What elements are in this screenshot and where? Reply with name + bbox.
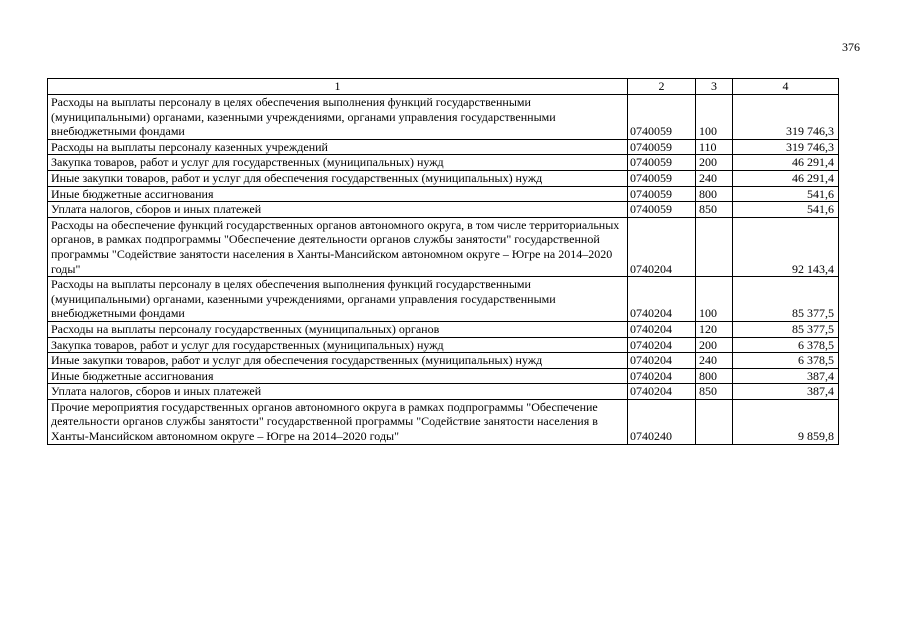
row-code: 0740059 — [628, 139, 696, 155]
row-sum: 85 377,5 — [733, 277, 839, 322]
row-name: Расходы на выплаты персоналу государственных (муниципальных) органов — [48, 321, 628, 337]
row-sum: 541,6 — [733, 202, 839, 218]
row-name: Закупка товаров, работ и услуг для государственных (муниципальных) нужд — [48, 155, 628, 171]
row-name: Иные бюджетные ассигнования — [48, 186, 628, 202]
row-sum: 9 859,8 — [733, 399, 839, 444]
header-col-1: 1 — [48, 79, 628, 95]
table-row — [48, 95, 839, 140]
row-type — [696, 399, 733, 444]
row-sum: 6 378,5 — [733, 353, 839, 369]
table-row — [48, 155, 839, 171]
row-sum: 387,4 — [733, 384, 839, 400]
row-code: 0740204 — [628, 384, 696, 400]
row-name: Расходы на выплаты персоналу казенных учреждений — [48, 139, 628, 155]
row-type: 240 — [696, 353, 733, 369]
row-name: Расходы на выплаты персоналу в целях обеспечения выполнения функций государственными (муниципальными) органами, казенными учреждениями, органами управления государственными внебюджетными фондами — [48, 95, 628, 140]
row-code: 0740204 — [628, 337, 696, 353]
row-sum: 46 291,4 — [733, 155, 839, 171]
row-code: 0740204 — [628, 217, 696, 276]
header-col-2: 2 — [628, 79, 696, 95]
row-sum: 387,4 — [733, 368, 839, 384]
row-name: Иные закупки товаров, работ и услуг для обеспечения государственных (муниципальных) нужд — [48, 170, 628, 186]
row-name: Уплата налогов, сборов и иных платежей — [48, 384, 628, 400]
table-row — [48, 202, 839, 218]
row-code: 0740059 — [628, 186, 696, 202]
table-row — [48, 217, 839, 276]
row-code: 0740204 — [628, 368, 696, 384]
row-name: Иные закупки товаров, работ и услуг для обеспечения государственных (муниципальных) нужд — [48, 353, 628, 369]
table-row — [48, 277, 839, 322]
table-row — [48, 399, 839, 444]
header-row — [48, 79, 839, 95]
row-type — [696, 217, 733, 276]
table-row — [48, 384, 839, 400]
row-name: Иные бюджетные ассигнования — [48, 368, 628, 384]
row-sum: 319 746,3 — [733, 95, 839, 140]
row-code: 0740204 — [628, 321, 696, 337]
table-row — [48, 337, 839, 353]
page-number: 376 — [842, 40, 860, 54]
row-code: 0740059 — [628, 95, 696, 140]
row-sum: 92 143,4 — [733, 217, 839, 276]
row-code: 0740059 — [628, 202, 696, 218]
header-col-4: 4 — [733, 79, 839, 95]
header-col-3: 3 — [696, 79, 733, 95]
table-row — [48, 321, 839, 337]
row-code: 0740204 — [628, 277, 696, 322]
row-type: 110 — [696, 139, 733, 155]
row-code: 0740204 — [628, 353, 696, 369]
row-name: Уплата налогов, сборов и иных платежей — [48, 202, 628, 218]
row-sum: 46 291,4 — [733, 170, 839, 186]
row-name: Расходы на выплаты персоналу в целях обеспечения выполнения функций государственными (муниципальными) органами, казенными учреждениями, органами управления государственными внебюджетными фондами — [48, 277, 628, 322]
row-name: Закупка товаров, работ и услуг для государственных (муниципальных) нужд — [48, 337, 628, 353]
row-type: 240 — [696, 170, 733, 186]
row-type: 100 — [696, 277, 733, 322]
row-sum: 541,6 — [733, 186, 839, 202]
row-code: 0740059 — [628, 155, 696, 171]
budget-table — [47, 78, 839, 445]
row-name: Прочие мероприятия государственных органов автономного округа в рамках подпрограммы "Обеспечение деятельности органов службы занятости" государственной программы "Содействие занятости населения в Ханты-Мансийском автономном округе – Югре на 2014–2020 годы" — [48, 399, 628, 444]
row-sum: 319 746,3 — [733, 139, 839, 155]
row-type: 200 — [696, 337, 733, 353]
row-type: 100 — [696, 95, 733, 140]
table-row — [48, 170, 839, 186]
row-code: 0740059 — [628, 170, 696, 186]
row-type: 120 — [696, 321, 733, 337]
row-sum: 85 377,5 — [733, 321, 839, 337]
row-type: 800 — [696, 186, 733, 202]
row-type: 850 — [696, 202, 733, 218]
table-row — [48, 186, 839, 202]
row-type: 800 — [696, 368, 733, 384]
row-code: 0740240 — [628, 399, 696, 444]
table-row — [48, 139, 839, 155]
table-row — [48, 368, 839, 384]
row-type: 850 — [696, 384, 733, 400]
table-row — [48, 353, 839, 369]
row-type: 200 — [696, 155, 733, 171]
row-sum: 6 378,5 — [733, 337, 839, 353]
row-name: Расходы на обеспечение функций государственных органов автономного округа, в том числе территориальных органов, в рамках подпрограммы "Обеспечение деятельности органов службы занятости" государственной программы "Содействие занятости населения в Ханты-Мансийском автономном округе – Югре на 2014–2020 годы" — [48, 217, 628, 276]
